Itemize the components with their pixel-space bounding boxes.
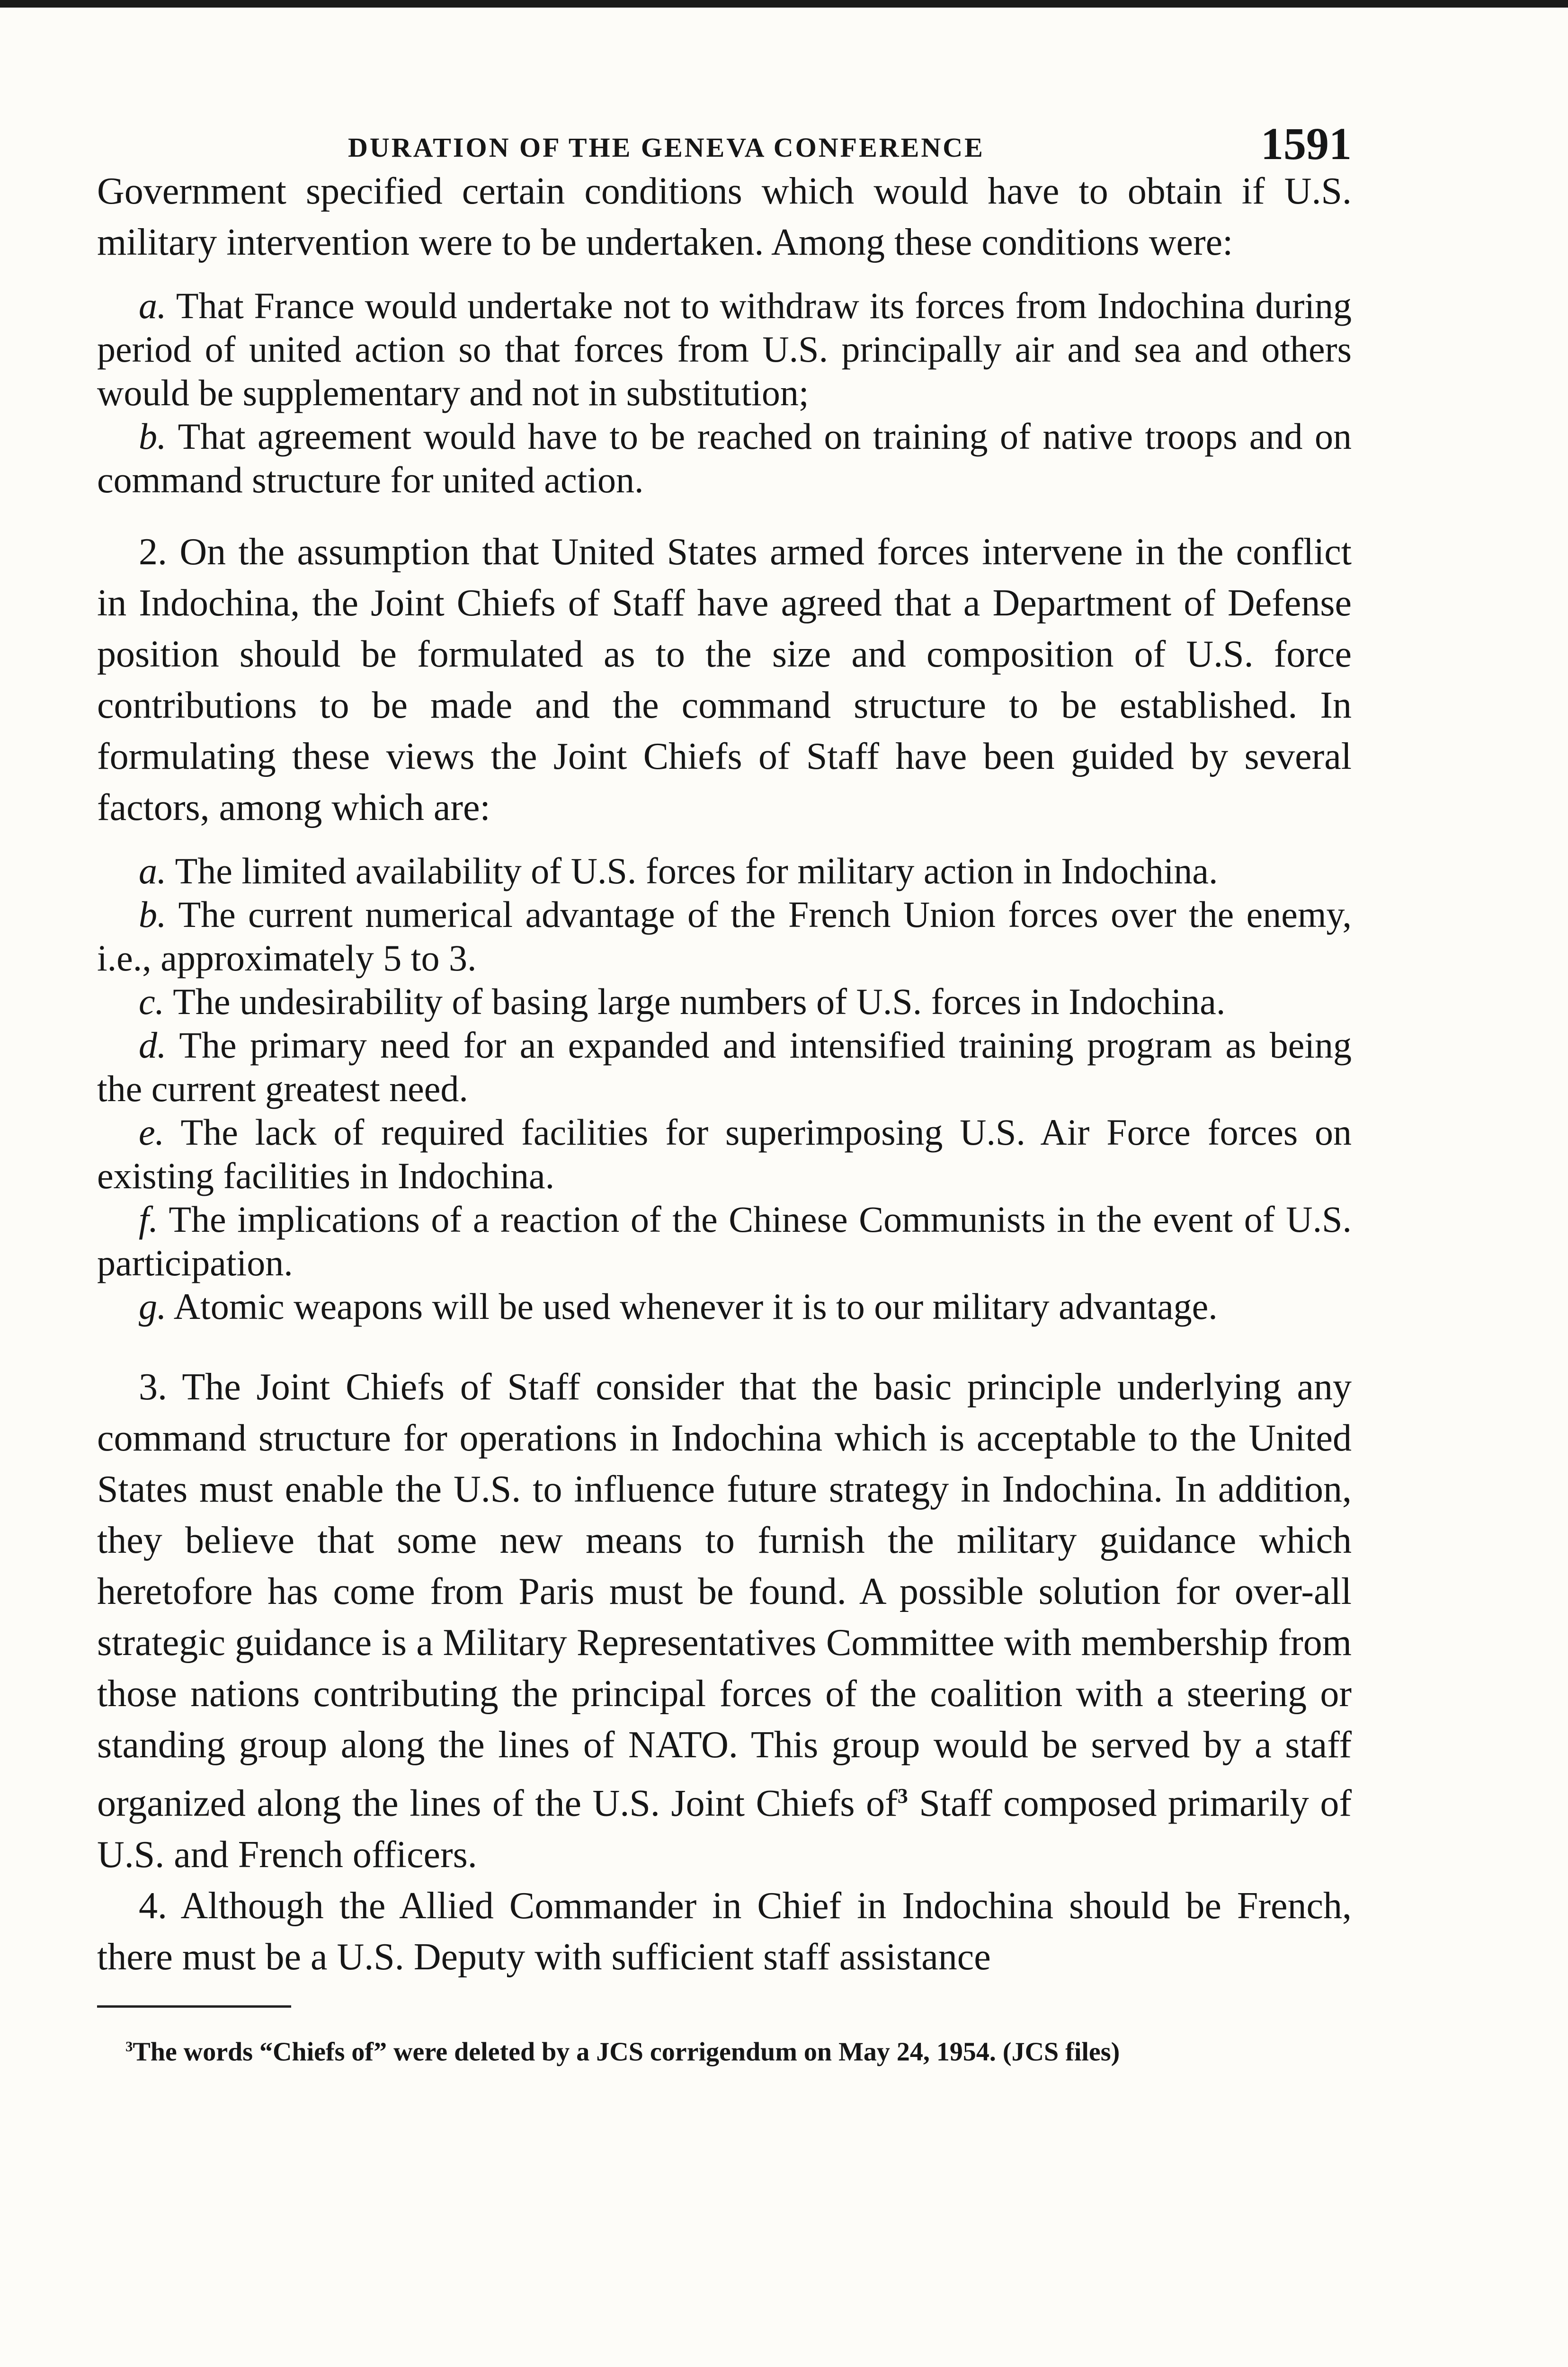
list-letter: g. — [139, 1286, 167, 1327]
running-header — [97, 114, 1352, 169]
list-item-text: The implications of a reaction of the Chinese Communists in the event of U.S. participation. — [97, 1199, 1352, 1283]
footnote-reference: 3 — [897, 1784, 908, 1807]
paragraph-3 — [97, 1361, 1352, 1880]
list-letter: d. — [139, 1024, 167, 1066]
footnote-marker: 3 — [125, 2038, 133, 2055]
paragraph-4: 4. Although the Allied Commander in Chief in Indochina should be French, there must be a U.S. Deputy with sufficient staff assistance — [97, 1885, 1352, 1978]
factor-b — [97, 893, 1352, 980]
factor-f — [97, 1198, 1352, 1285]
factor-g — [97, 1285, 1352, 1328]
footnote — [97, 2029, 1352, 2070]
condition-a — [97, 284, 1352, 415]
factor-d — [97, 1023, 1352, 1111]
list-item-text: Atomic weapons will be used whenever it is to our military advantage. — [173, 1286, 1218, 1327]
list-item-text: The current numerical advantage of the French Union forces over the enemy, i.e., approximately 5 to 3. — [97, 894, 1352, 979]
factor-a — [97, 849, 1352, 893]
document-page — [97, 114, 1352, 2070]
list-letter: f. — [139, 1199, 159, 1240]
list-item-text: The lack of required facilities for superimposing U.S. Air Force forces on existing facilities in Indochina. — [97, 1112, 1352, 1196]
factor-e — [97, 1111, 1352, 1198]
condition-b — [97, 415, 1352, 502]
paragraph-2: 2. On the assumption that United States armed forces intervene in the conflict in Indochina, the Joint Chiefs of Staff have agreed that a Department of Defense position should be formulated as to the size and composition of U.S. force contributions to be made and the command structure to be established. In formulating these views the Joint Chiefs of Staff have been guided by several factors, among which are: — [97, 531, 1352, 828]
list-item-text: The limited availability of U.S. forces for military action in Indochina. — [175, 850, 1218, 891]
list-letter: b. — [139, 416, 167, 457]
conditions-list — [97, 284, 1352, 502]
list-item-text: That agreement would have to be reached on training of native troops and on command structure for united action. — [97, 416, 1352, 500]
paragraph-3-text: 3. The Joint Chiefs of Staff consider that the basic principle underlying any command structure for operations in Indochina which is acceptable to the United States must enable the U.S. to influence future strategy in Indochina. In addition, they believe that some new means to furnish the military guidance which heretofore has come from Paris must be found. A possible solution for over-all strategic guidance is a Military Representatives Committee with membership from those nations contributing the principal forces of the coalition with a steering or standing group along the lines of NATO. This group would be served by a staff organized along the lines of the U.S. Joint Chiefs of — [97, 1366, 1352, 1824]
footnote-divider — [97, 2005, 291, 2008]
footnote-text: The words “Chiefs of” were deleted by a JCS corrigendum on May 24, 1954. (JCS files) — [133, 2037, 1120, 2067]
list-letter: b. — [139, 894, 167, 935]
factors-list — [97, 849, 1352, 1328]
factor-c — [97, 980, 1352, 1023]
page-top-edge — [0, 0, 1568, 8]
list-letter: a. — [139, 850, 167, 891]
list-letter: e. — [139, 1112, 165, 1153]
paragraph-3-end: Staff composed primarily of U.S. and French officers. — [97, 1782, 1352, 1876]
page-number: 1591 — [1261, 118, 1352, 169]
list-item-text: That France would undertake not to withdraw its forces from Indochina during period of united action so that forces from U.S. principally air and sea and others would be supplementary and not in substitution; — [97, 285, 1352, 413]
list-item-text: The primary need for an expanded and intensified training program as being the current greatest need. — [97, 1024, 1352, 1109]
list-letter: a. — [139, 285, 167, 326]
list-letter: c. — [139, 981, 165, 1022]
running-title: DURATION OF THE GENEVA CONFERENCE — [348, 132, 985, 163]
list-item-text: The undesirability of basing large numbers of U.S. forces in Indochina. — [173, 981, 1226, 1022]
intro-paragraph: Government specified certain conditions which would have to obtain if U.S. military intervention were to be undertaken. Among these conditions were: — [97, 170, 1352, 263]
